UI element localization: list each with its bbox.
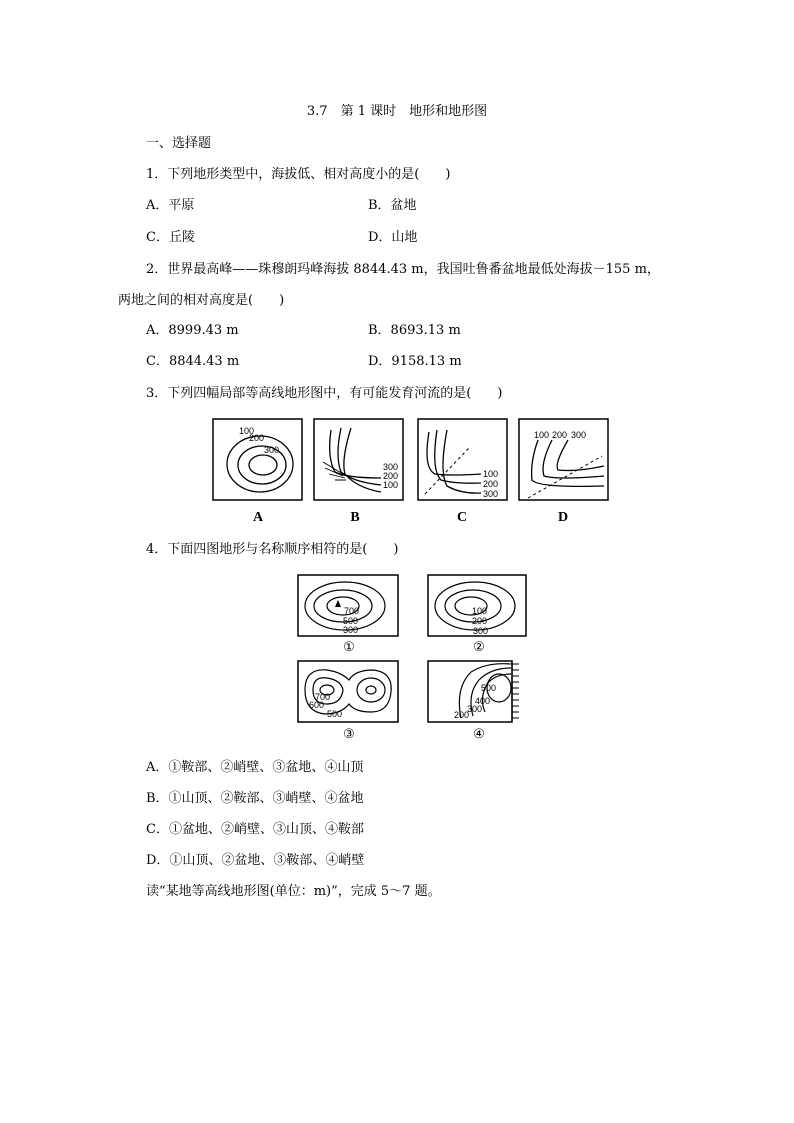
map-4-label-300: 300 [467,704,483,714]
contour-map-c [417,418,509,502]
map-c-label-300: 300 [483,489,499,499]
map-label-b: B [350,510,360,525]
q4-option-a: A．①鞍部、②峭壁、③盆地、④山顶 [146,760,364,775]
page-title: 3.7 第 1 课时 地形和地形图 [306,104,488,119]
map-label-c: C [456,510,468,525]
map-d-label-100: 100 [534,430,550,440]
q2-option-c: C．8844.43 m [146,354,240,369]
map-1-label-700: 700 [344,606,360,616]
q1-option-a: A．平原 [146,198,195,213]
map-d-label-300: 300 [571,430,587,440]
contour-map-b [313,418,405,502]
section-heading: 一、选择题 [146,136,212,151]
map-1-label-300: 300 [343,625,359,635]
map-label-a: A [252,510,264,525]
map-a-label-300: 300 [264,445,280,455]
peak-icon [335,600,341,607]
instruction-text: 读“某地等高线地形图(单位：m)”，完成 5～7 题。 [146,884,441,899]
map-2-label-200: 200 [472,616,488,626]
map-label-3: ③ [343,727,355,742]
contour-map-2 [427,574,528,638]
map-label-2: ② [473,640,485,655]
map-1-label-500: 500 [343,616,359,626]
q4-option-c: C．①盆地、②峭壁、③山顶、④鞍部 [146,822,364,837]
map-d-label-200: 200 [552,430,568,440]
contour-map-d [518,418,610,502]
q2-option-b: B．8693.13 m [368,323,461,338]
contour-map-a [212,418,304,502]
map-a-label-200: 200 [249,433,265,443]
q4-option-d: D．①山顶、②盆地、③鞍部、④峭壁 [146,853,365,868]
map-b-label-200: 200 [383,471,399,481]
map-label-d: D [557,510,569,525]
q2-option-a: A．8999.43 m [146,323,239,338]
contour-map-1 [297,574,400,638]
map-c-label-200: 200 [483,479,499,489]
map-3-label-600: 600 [309,700,325,710]
map-b-label-300: 300 [383,462,399,472]
map-4-label-200: 200 [454,710,470,720]
map-2-label-300: 300 [473,626,489,636]
contour-map-4 [427,660,528,724]
q1-option-b: B．盆地 [368,198,417,213]
map-label-1: ① [343,640,355,655]
map-2-label-100: 100 [472,606,488,616]
map-c-label-100: 100 [483,469,499,479]
map-4-label-500: 500 [481,683,497,693]
q2-option-d: D．9158.13 m [368,354,462,369]
q3-stem: 3．下列四幅局部等高线地形图中，有可能发育河流的是( ) [146,386,503,401]
q4-stem: 4．下面四图地形与名称顺序相符的是( ) [146,542,399,557]
q4-option-b: B．①山顶、②鞍部、③峭壁、④盆地 [146,791,364,806]
q2-stem-line1: 2．世界最高峰——珠穆朗玛峰海拔 8844.43 m，我国吐鲁番盆地最低处海拔－155 m， [146,262,660,277]
q1-stem: 1．下列地形类型中，海拔低、相对高度小的是( ) [146,167,451,182]
q1-option-d: D．山地 [368,230,418,245]
map-a-label-100: 100 [239,426,255,436]
contour-map-3 [297,660,400,724]
map-4-label-400: 400 [475,696,491,706]
map-3-label-700: 700 [315,692,331,702]
map-b-label-100: 100 [383,480,399,490]
q2-stem-line2: 两地之间的相对高度是( ) [118,293,285,308]
map-3-label-500: 500 [327,709,343,719]
q1-option-c: C．丘陵 [146,230,195,245]
map-label-4: ④ [473,727,485,742]
